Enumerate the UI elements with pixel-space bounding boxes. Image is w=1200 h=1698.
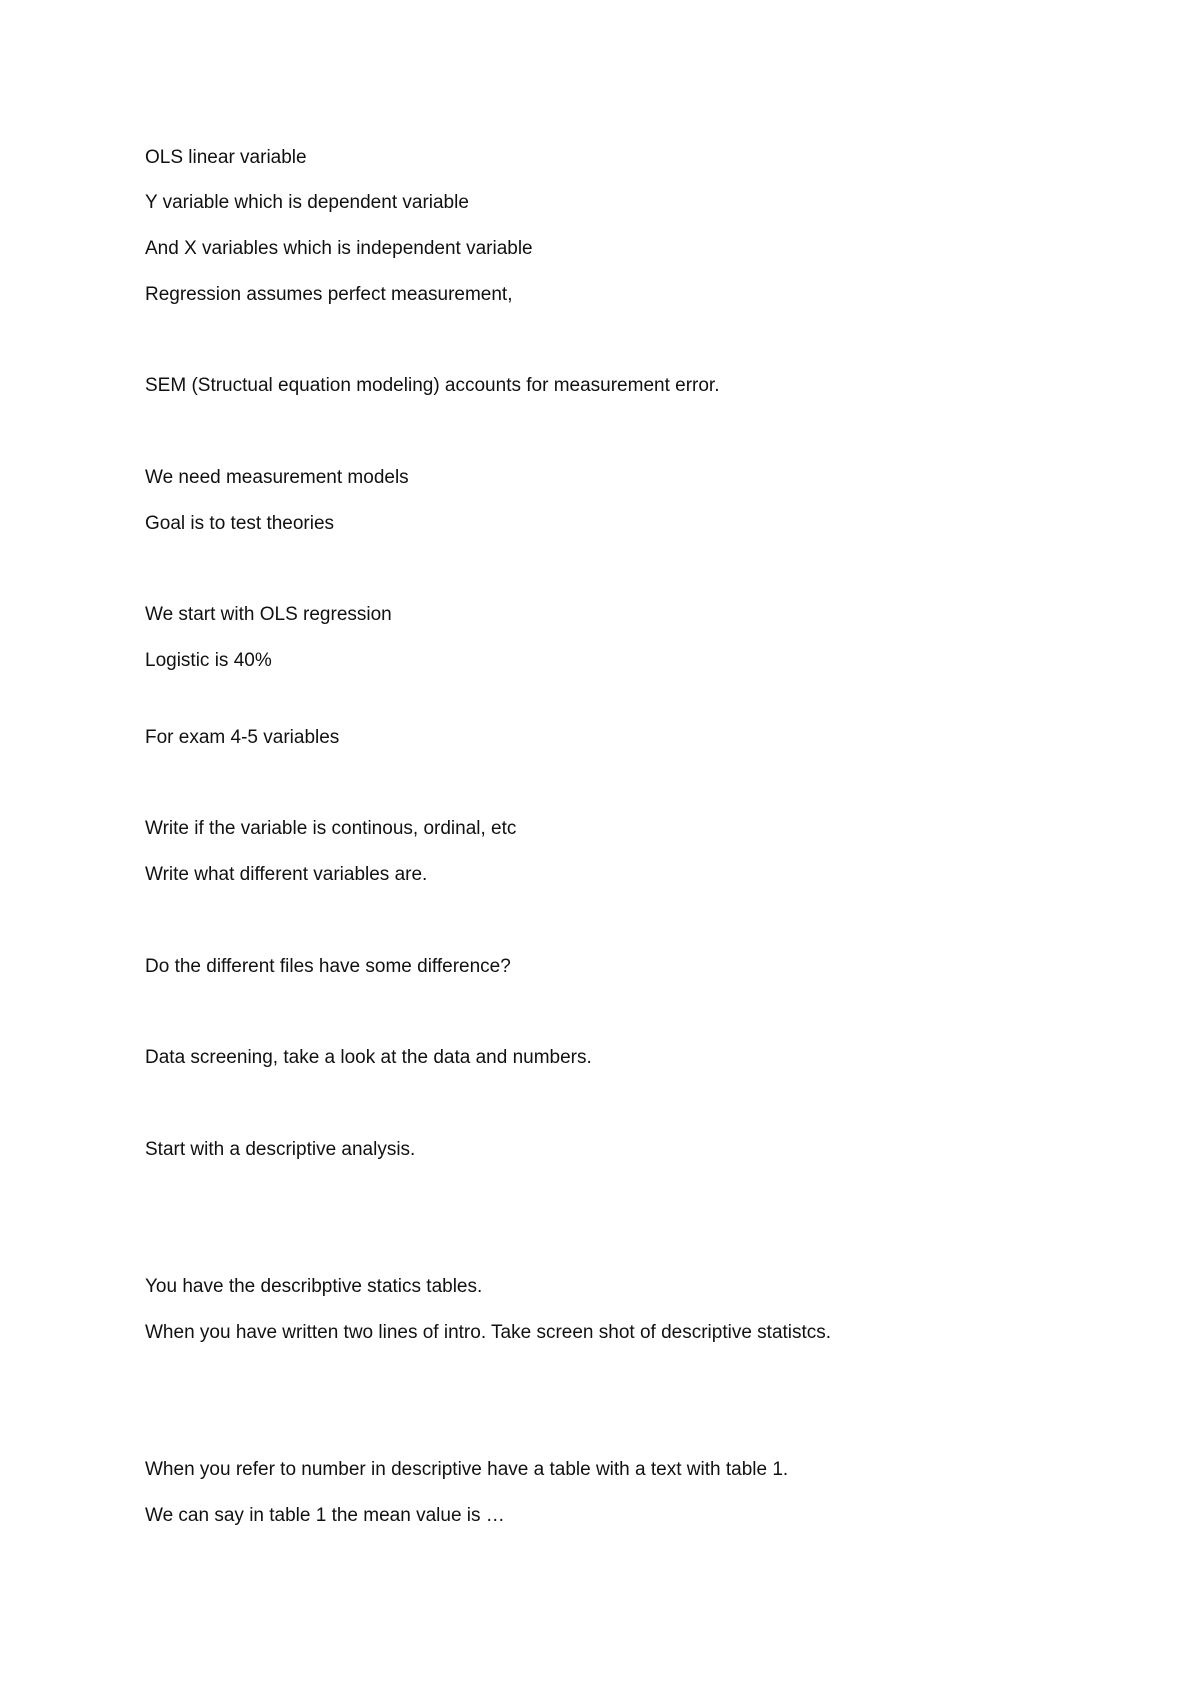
text-line: You have the describptive statics tables. [145,1276,483,1297]
text-line: We start with OLS regression [145,604,392,625]
text-line: When you have written two lines of intro. Take screen shot of descriptive statistcs. [145,1322,832,1343]
text-line: Regression assumes perfect measurement, [145,284,513,305]
text-line: When you refer to number in descriptive have a table with a text with table 1. [145,1459,789,1480]
text-line: Write if the variable is continous, ordinal, etc [145,818,517,839]
text-line: OLS linear variable [145,147,307,168]
text-line: For exam 4-5 variables [145,727,340,748]
text-line: Goal is to test theories [145,513,335,534]
text-line: Write what different variables are. [145,864,428,885]
text-line: We need measurement models [145,467,409,488]
text-line: Data screening, take a look at the data and numbers. [145,1047,592,1068]
text-line: Do the different files have some difference? [145,956,511,977]
text-line: Logistic is 40% [145,650,272,671]
text-line: Y variable which is dependent variable [145,192,469,213]
text-line: We can say in table 1 the mean value is … [145,1505,505,1526]
text-line: And X variables which is independent variable [145,238,533,259]
text-line: SEM (Structual equation modeling) accounts for measurement error. [145,375,720,396]
text-line: Start with a descriptive analysis. [145,1139,416,1160]
